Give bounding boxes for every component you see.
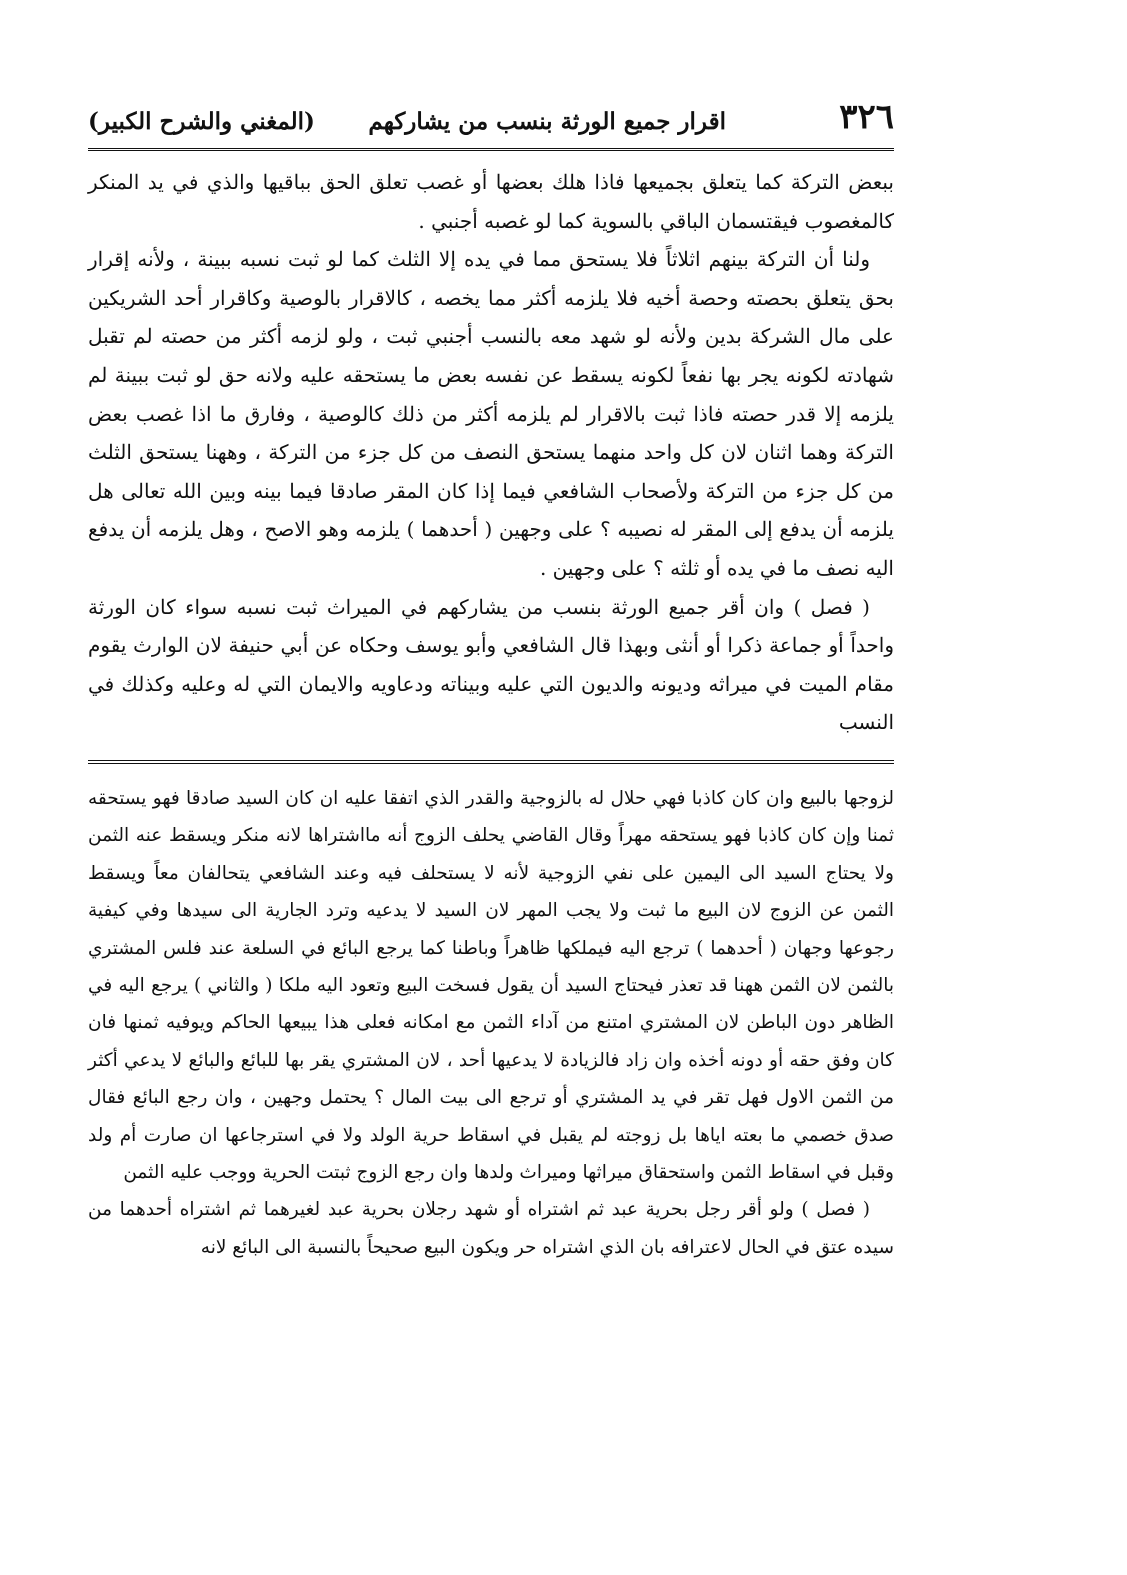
main-paragraph: ( فصل ) وان أقر جميع الورثة بنسب من يشاركهم في الميراث ثبت نسبه سواء كان الورثة واحداً أو جماعة ذكرا أو أنثى وبهذا قال الشافعي وأبو يوسف وحكاه عن أبي حنيفة لان الوارث يقوم مقام الميت في ميراثه وديونه والديون التي عليه وبيناته ودعاويه والايمان التي له وعليه وكذلك في النسب — [88, 594, 894, 735]
page-number: ٣٢٦ — [839, 97, 894, 137]
running-title: اقرار جميع الورثة بنسب من يشاركهم — [368, 108, 726, 135]
footnote-text — [88, 780, 894, 1266]
footnote-paragraph: لزوجها بالبيع وان كان كاذبا فهي حلال له بالزوجية والقدر الذي اتفقا عليه ان كان السيد صادقا فهو يستحقه ثمنا وإن كان كاذبا فهو يستحقه مهراً وقال القاضي يحلف الزوج أنه مااشتراها لانه منكر ويسقط عنه الثمن ولا يحتاج السيد الى اليمين على نفي الزوجية لأنه لا يستحلف فيه وعند الشافعي يتحالفان معاً ويسقط الثمن عن الزوج لان البيع ما ثبت ولا يجب المهر لان السيد لا يدعيه وترد الجارية الى سيدها وفي كيفية رجوعها وجهان ( أحدهما ) ترجع اليه فيملكها ظاهراً وباطنا كما يرجع البائع في السلعة عند فلس المشتري بالثمن لان الثمن ههنا قد تعذر فيحتاج السيد أن يقول فسخت البيع وتعود اليه ملكا ( والثاني ) يرجع اليه في الظاهر دون الباطن لان المشتري امتنع من آداء الثمن مع امكانه فعلى هذا يبيعها الحاكم ويوفيه ثمنها فان كان وفق حقه أو دونه أخذه وان زاد فالزيادة لا يدعيها أحد ، لان المشتري يقر بها للبائع والبائع لا يدعي أكثر من الثمن الاول فهل تقر في يد المشتري أو ترجع الى بيت المال ؟ يحتمل وجهين ، وان رجع البائع فقال صدق خصمي ما بعته اياها بل زوجته لم يقبل في اسقاط حرية الولد ولا في استرجاعها ان صارت أم ولد وقبل في اسقاط الثمن واستحقاق ميراثها وميراث ولدها وان رجع الزوج ثبتت الحرية ووجب عليه الثمن — [88, 787, 894, 1183]
main-text — [88, 163, 894, 742]
main-paragraph: ولنا أن التركة بينهم اثلاثاً فلا يستحق مما في يده إلا الثلث كما لو ثبت نسبه ببينة ، ولأنه إقرار بحق يتعلق بحصته وحصة أخيه فلا يلزمه أكثر مما يخصه ، كالاقرار بالوصية وكاقرار أحد الشريكين على مال الشركة بدين ولأنه لو شهد معه بالنسب أجنبي ثبت ، ولو لزمه أكثر من حصته لم تقبل شهادته لكونه يجر بها نفعاً لكونه يسقط عن نفسه بعض ما يستحقه عليه ولانه حق لو ثبت ببينة لم يلزمه إلا قدر حصته فاذا ثبت بالاقرار لم يلزمه أكثر من ذلك كالوصية ، وفارق ما اذا غصب بعض التركة وهما اثنان لان كل واحد منهما يستحق النصف من كل جزء من التركة ، وههنا يستحق الثلث من كل جزء من التركة ولأصحاب الشافعي فيما إذا كان المقر صادقا فيما بينه وبين الله تعالى هل يلزمه أن يدفع إلى المقر له نصيبه ؟ على وجهين ( أحدهما ) يلزمه وهو الاصح ، وهل يلزمه أن يدفع اليه نصف ما في يده أو ثلثه ؟ على وجهين . — [88, 247, 894, 580]
footnote-paragraph: ( فصل ) ولو أقر رجل بحرية عبد ثم اشتراه أو شهد رجلان بحرية عبد لغيرهما ثم اشتراه أحدهما من سيده عتق في الحال لاعترافه بان الذي اشتراه حر ويكون البيع صحيحاً بالنسبة الى البائع لانه — [88, 1199, 894, 1258]
book-title: (المغني والشرح الكبير) — [88, 108, 315, 135]
section-divider — [88, 760, 894, 764]
main-paragraph: ببعض التركة كما يتعلق بجميعها فاذا هلك بعضها أو غصب تعلق الحق بباقيها والذي في يد المنكر كالمغصوب فيقتسمان الباقي بالسوية كما لو غصبه أجنبي . — [88, 170, 894, 233]
page-header — [88, 96, 894, 151]
book-page — [88, 96, 894, 1266]
